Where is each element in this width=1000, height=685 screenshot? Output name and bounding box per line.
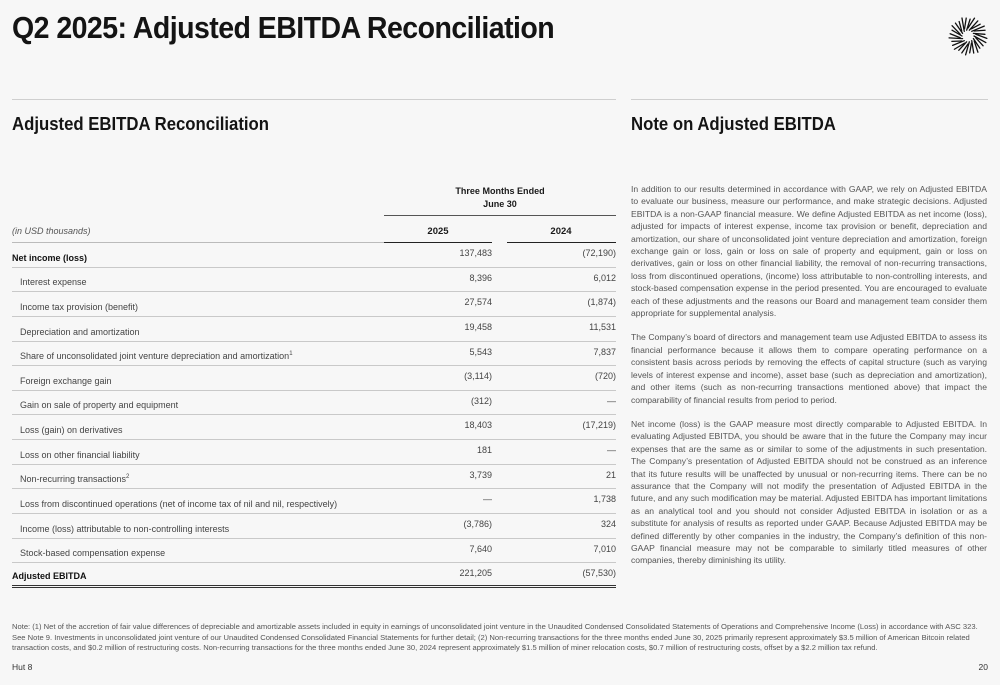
value-2025: 18,403 — [464, 420, 492, 431]
value-2025: — — [483, 494, 492, 505]
table-row — [12, 489, 616, 514]
sunburst-logo-icon — [946, 14, 990, 58]
row-label-text: Stock-based compensation expense — [20, 548, 166, 559]
right-divider — [631, 99, 988, 100]
note-paragraph: The Company’s board of directors and management team use Adjusted EBITDA to assess its financial performance because it allows them to compare operating performance on a consistent basis across periods by removing the effects of capital structure (such as varying levels of interest expense and income), asset base (such as depreciation and amortization), and other items (such as non-recurring transactions mentioned above) that impact the comparability of financial results from period to period. — [631, 332, 987, 405]
page-title: Q2 2025: Adjusted EBITDA Reconciliation — [12, 10, 555, 45]
table-row — [12, 342, 616, 367]
value-2024: 7,837 — [593, 346, 616, 357]
row-label-text: Depreciation and amortization — [20, 326, 140, 337]
value-2025: 221,205 — [459, 568, 492, 579]
footnote: Note: (1) Net of the accretion of fair value differences of depreciable and amortizable assets included in equity in earnings of unconsolidated joint venture in the Unaudited Condensed Consolidated Statements of Operations and Comprehensive Income (Loss) in accordance with ASC 323. See Note 9. Investments in unconsolidated joint venture of our Unaudited Condensed Consolidated Financial Statements for further detail; (2) Non-recurring transactions for the three months ended June 30, 2025 primarily represent approximately $3.5 million of American Bitcoin related transaction costs, and $0.2 million of restructuring costs. Non-recurring transactions for the three months ended June 30, 2024 represent approximately $1.5 million of miner relocation costs, $0.7 million of restructuring costs, offset by a $2.2 million tax refund. — [12, 622, 978, 652]
row-label — [20, 474, 129, 484]
value-2025: 181 — [476, 445, 492, 456]
period-header-line1: Three Months Ended — [455, 186, 545, 197]
footer-company: Hut 8 — [12, 662, 33, 672]
row-label — [12, 253, 87, 263]
table-row — [12, 465, 616, 490]
value-2024: — — [607, 445, 616, 456]
row-label-text: Interest expense — [20, 277, 87, 288]
value-2024: 7,010 — [593, 543, 616, 554]
footnote-marker: 2 — [126, 474, 130, 481]
value-2025: 7,640 — [469, 543, 492, 554]
row-label-text: Gain on sale of property and equipment — [20, 400, 179, 411]
column-header-2024: 2024 — [550, 226, 572, 237]
table-row — [12, 292, 616, 317]
value-2024: (720) — [594, 371, 616, 382]
value-2025: 5,543 — [469, 346, 492, 357]
row-label — [20, 327, 140, 337]
row-label-text: Loss (gain) on derivatives — [20, 425, 123, 436]
note-paragraph: Net income (loss) is the GAAP measure most directly comparable to Adjusted EBITDA. In evaluating Adjusted EBITDA, you should be aware that in the future the Company may incur expenses that are the same as or similar to some of the adjustments in such presentation. The Company’s presentation of Adjusted EBITDA should not be construed as an inference that its future results will be unaffected by unusual or non-recurring items. There can be no assurance that the Company will not modify the presentation of Adjusted EBITDA in the future, and any such modification may be material. Adjusted EBITDA has important limitations as an analytical tool and you should not consider Adjusted EBITDA in isolation or as a substitute for analysis of results as reported under GAAP. Because Adjusted EBITDA may be defined differently by other companies in the industry, the Company’s definition of this non-GAAP financial measure may not be comparable to similarly titled measures of other companies, thereby diminishing its utility. — [631, 418, 987, 566]
row-label — [20, 351, 293, 361]
page-number: 20 — [978, 662, 988, 672]
reconciliation-heading: Adjusted EBITDA Reconciliation — [12, 114, 270, 134]
row-label — [20, 425, 123, 435]
units-label: (in USD thousands) — [12, 226, 91, 236]
table-row — [12, 539, 616, 564]
value-2025: 3,739 — [469, 469, 492, 480]
table-row — [12, 268, 616, 293]
row-label-text: Loss on other financial liability — [20, 449, 140, 460]
value-2025: 19,458 — [464, 321, 492, 332]
table-row — [12, 514, 616, 539]
row-label — [20, 302, 138, 312]
period-header — [390, 186, 610, 211]
row-label — [20, 499, 337, 509]
period-header-line2: June 30 — [483, 198, 517, 210]
row-label — [20, 524, 229, 534]
row-label-text: Income tax provision (benefit) — [20, 301, 139, 312]
row-label-text: Net income (loss) — [12, 252, 88, 263]
value-2024: 11,531 — [589, 321, 616, 332]
row-label-text: Foreign exchange gain — [20, 375, 112, 386]
value-2024: (72,190) — [582, 248, 616, 258]
table-row — [12, 415, 616, 440]
value-2025: (3,114) — [464, 371, 492, 382]
row-label — [20, 376, 112, 386]
row-label — [20, 277, 87, 287]
row-label — [20, 400, 178, 410]
left-divider — [12, 99, 616, 100]
row-label-text: Loss from discontinued operations (net of income tax of nil and nil, respectively) — [20, 499, 338, 510]
column-header-2025: 2025 — [427, 226, 449, 237]
table-row — [12, 563, 616, 588]
row-label — [12, 571, 87, 581]
value-2024: (57,530) — [582, 568, 616, 579]
value-2025: 27,574 — [464, 297, 492, 308]
value-2025: 8,396 — [469, 272, 492, 283]
table-row — [12, 391, 616, 416]
value-2024: 324 — [600, 519, 616, 530]
value-2024: 21 — [605, 469, 616, 480]
note-paragraph: In addition to our results determined in accordance with GAAP, we rely on Adjusted EBITDA to evaluate our business, measure our performance, and make strategic decisions. Adjusted EBITDA is a non-GAAP financial measure. We define Adjusted EBITDA as net income (loss), adjusted for impacts of interest expense, income tax provision or benefit, depreciation and amortization, our share of unconsolidated joint venture depreciation and amortization, foreign exchange gain or loss, gain or loss on sale of property and equipment, gain or loss on derivatives, gain or loss on other financial liability, the removal of non-recurring transactions, loss from discontinued operations, (income) loss attributable to non-controlling interests, and stock-based compensation expense in the period presented. You are encouraged to evaluate each of these adjustments and the reasons our Board and management team consider them appropriate for supplemental analysis. — [631, 184, 987, 319]
row-label — [20, 548, 165, 558]
period-header-rule — [384, 215, 616, 216]
value-2025: (312) — [470, 395, 492, 406]
row-label-text: Income (loss) attributable to non-controlling interests — [20, 523, 230, 534]
value-2025: (3,786) — [463, 519, 492, 530]
table-row — [12, 317, 616, 342]
row-label-text: Share of unconsolidated joint venture depreciation and amortization — [20, 351, 290, 362]
value-2024: — — [607, 395, 616, 406]
value-2024: (1,874) — [587, 297, 616, 308]
value-2024: (17,219) — [582, 420, 616, 431]
table-row — [12, 366, 616, 391]
row-label — [20, 450, 140, 460]
value-2024: 6,012 — [593, 272, 616, 283]
footnote-marker: 1 — [289, 351, 293, 358]
value-2024: 1,738 — [593, 494, 616, 505]
value-2025: 137,483 — [459, 248, 492, 258]
table-row — [12, 243, 616, 268]
reconciliation-table — [12, 243, 616, 588]
note-heading: Note on Adjusted EBITDA — [631, 114, 836, 134]
table-row — [12, 440, 616, 465]
row-label-text: Non-recurring transactions — [20, 474, 127, 485]
row-label-text: Adjusted EBITDA — [12, 570, 87, 581]
note-body — [631, 183, 987, 579]
